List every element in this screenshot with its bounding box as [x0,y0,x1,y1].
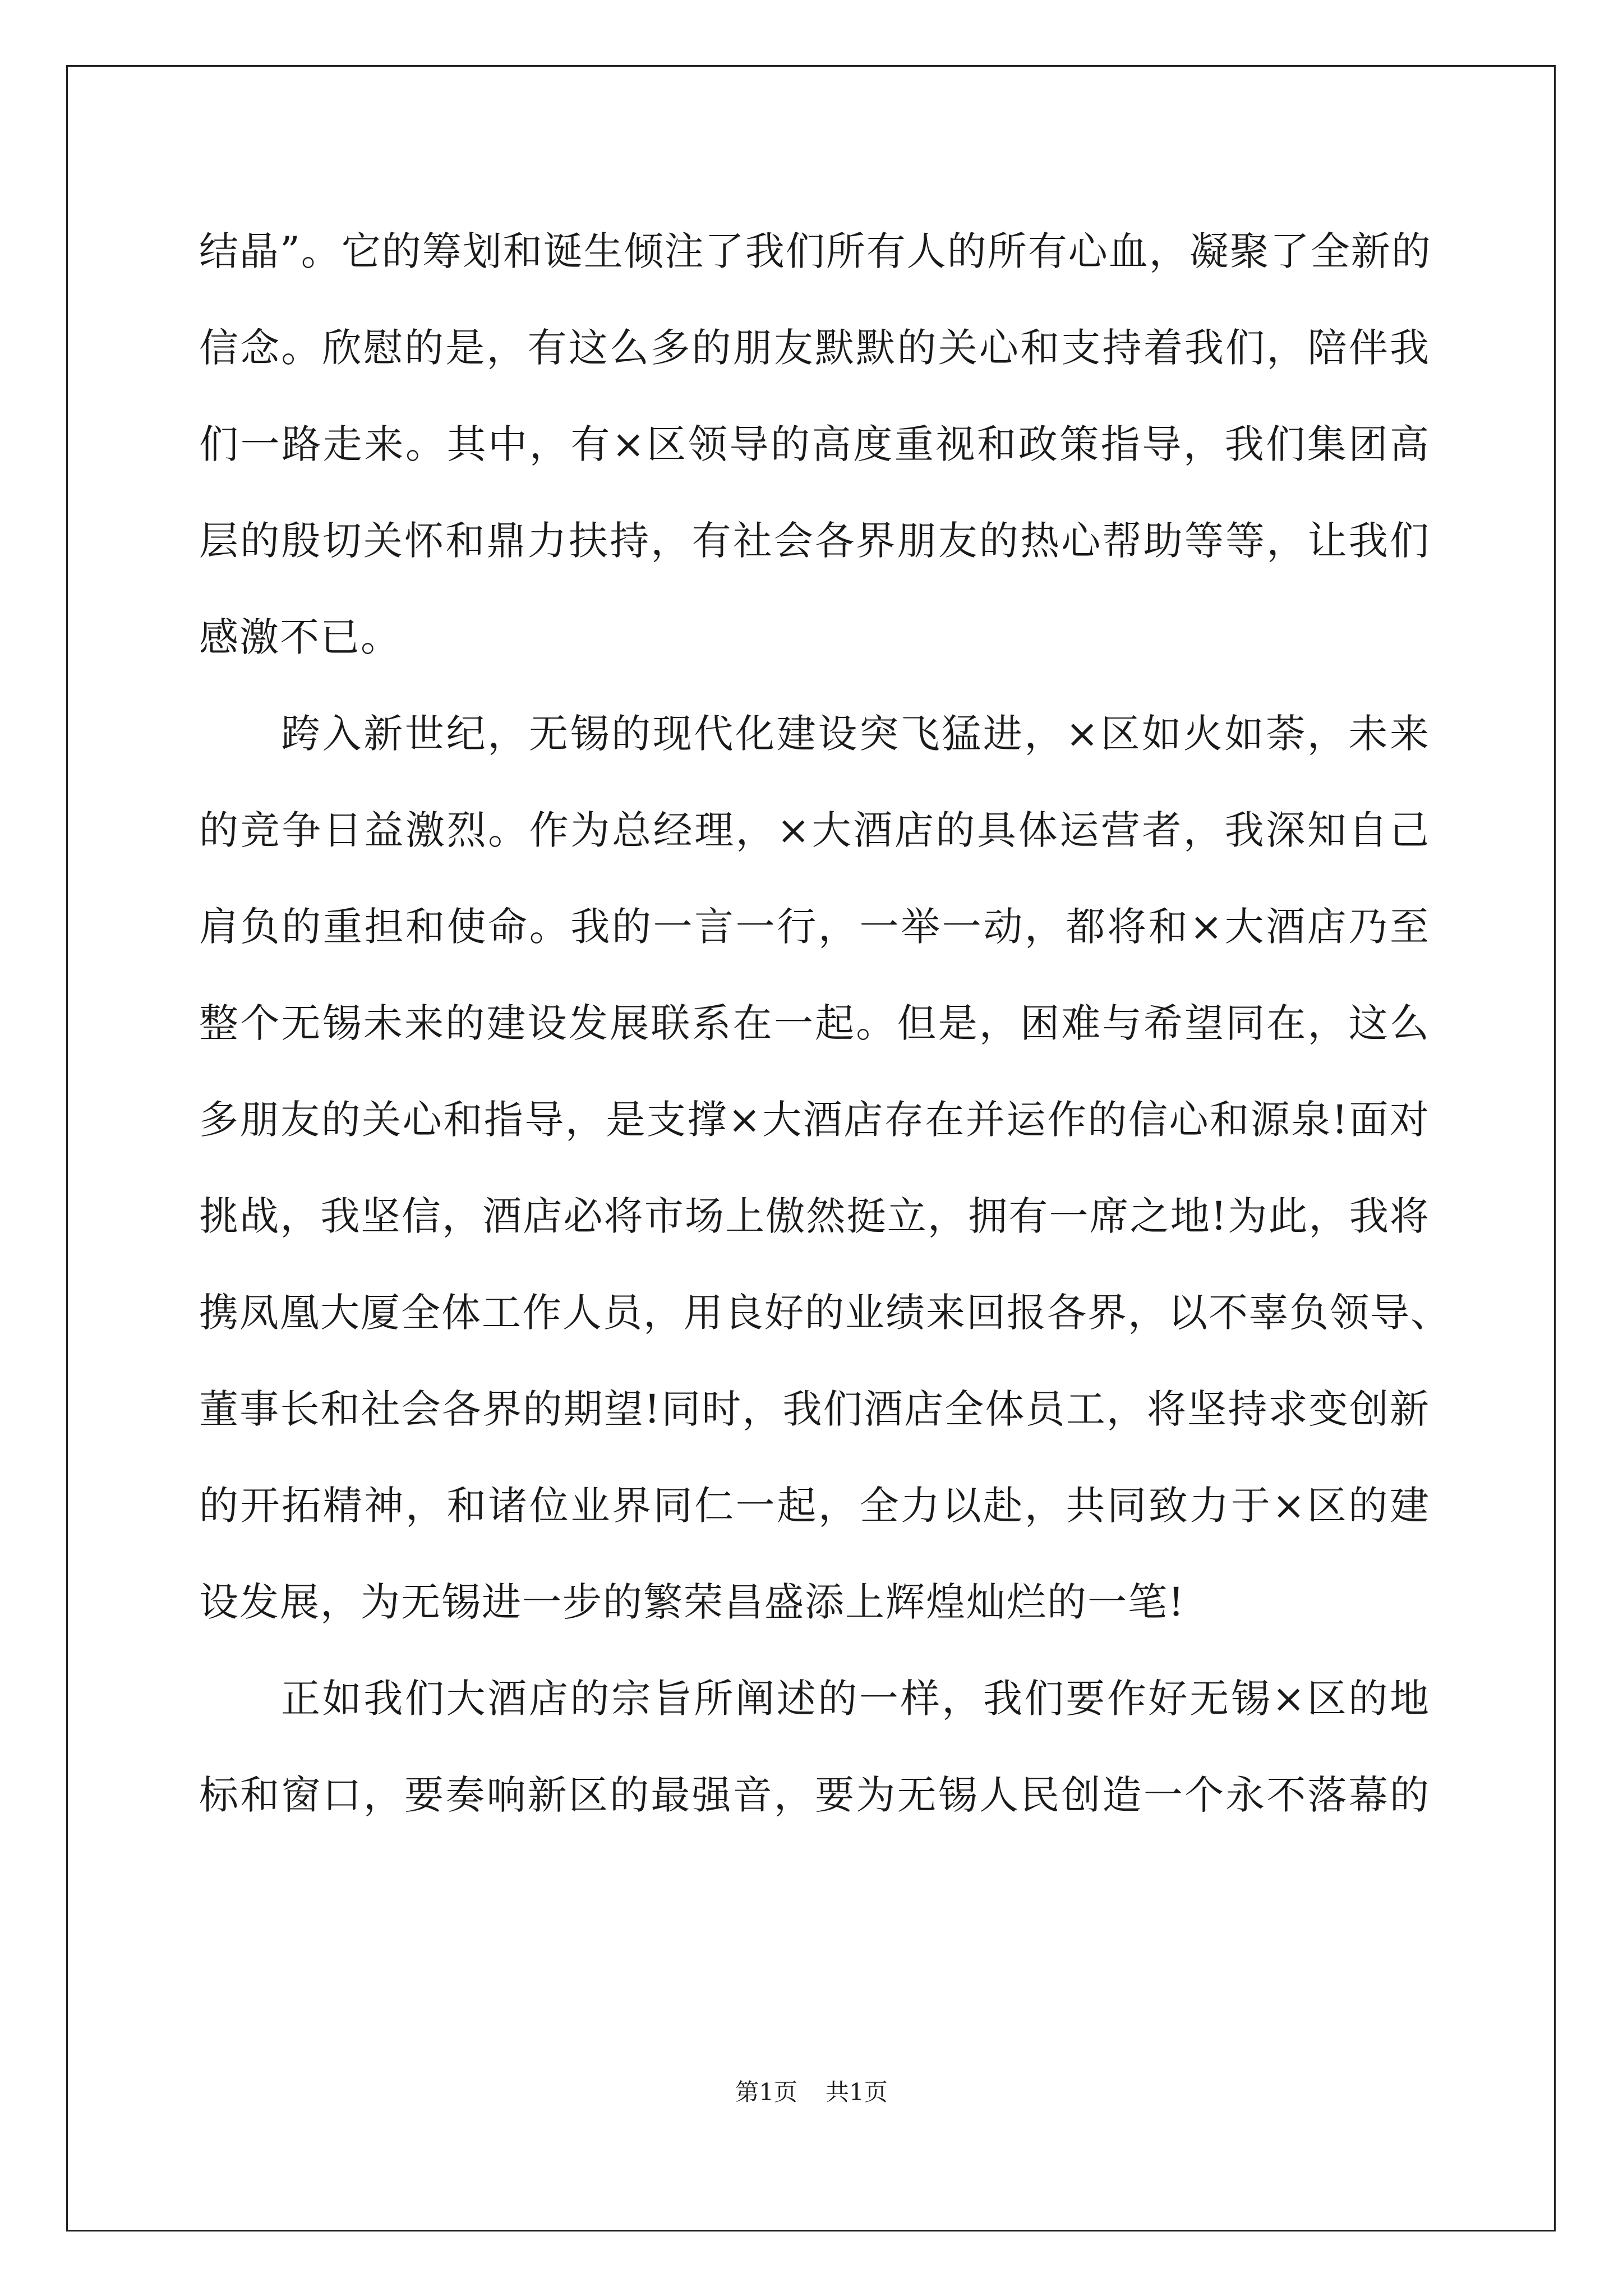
page-number: 第1页 [735,2078,797,2106]
page-total: 共1页 [826,2078,888,2106]
text-line: 的开拓精神，和诸位业界同仁一起，全力以赴，共同致力于×区的建 [199,1483,1430,1529]
text-line: 挑战，我坚信，酒店必将市场上傲然挺立，拥有一席之地!为此，我将 [199,1193,1430,1239]
paragraph-first-line: 跨入新世纪，无锡的现代化建设突飞猛进，×区如火如荼，未来 [281,711,1430,757]
text-line: 信念。欣慰的是，有这么多的朋友默默的关心和支持着我们，陪伴我 [199,325,1430,371]
text-line: 肩负的重担和使命。我的一言一行，一举一动，都将和×大酒店乃至 [199,904,1430,950]
text-line: 层的殷切关怀和鼎力扶持，有社会各界朋友的热心帮助等等，让我们 [199,518,1430,564]
text-line: 标和窗口，要奏响新区的最强音，要为无锡人民创造一个永不落幕的 [199,1772,1430,1818]
page-footer [0,2076,1623,2109]
text-line: 的竞争日益激烈。作为总经理，×大酒店的具体运营者，我深知自己 [199,807,1430,853]
document-body [199,222,1451,1862]
text-line: 携凤凰大厦全体工作人员，用良好的业绩来回报各界，以不辜负领导、 [199,1290,1451,1336]
text-line: 整个无锡未来的建设发展联系在一起。但是，困难与希望同在，这么 [199,1000,1430,1046]
paragraph-first-line: 正如我们大酒店的宗旨所阐述的一样，我们要作好无锡×区的地 [281,1676,1430,1722]
text-line: 设发展，为无锡进一步的繁荣昌盛添上辉煌灿烂的一笔! [199,1579,1186,1625]
text-line: 结晶”。它的筹划和诞生倾注了我们所有人的所有心血，凝聚了全新的 [199,228,1432,274]
text-line: 们一路走来。其中，有×区领导的高度重视和政策指导，我们集团高 [199,421,1430,467]
text-line: 多朋友的关心和指导，是支撑×大酒店存在并运作的信心和源泉!面对 [199,1097,1430,1143]
text-line: 董事长和社会各界的期望!同时，我们酒店全体员工，将坚持求变创新 [199,1386,1430,1432]
text-line: 感激不已。 [199,614,401,660]
